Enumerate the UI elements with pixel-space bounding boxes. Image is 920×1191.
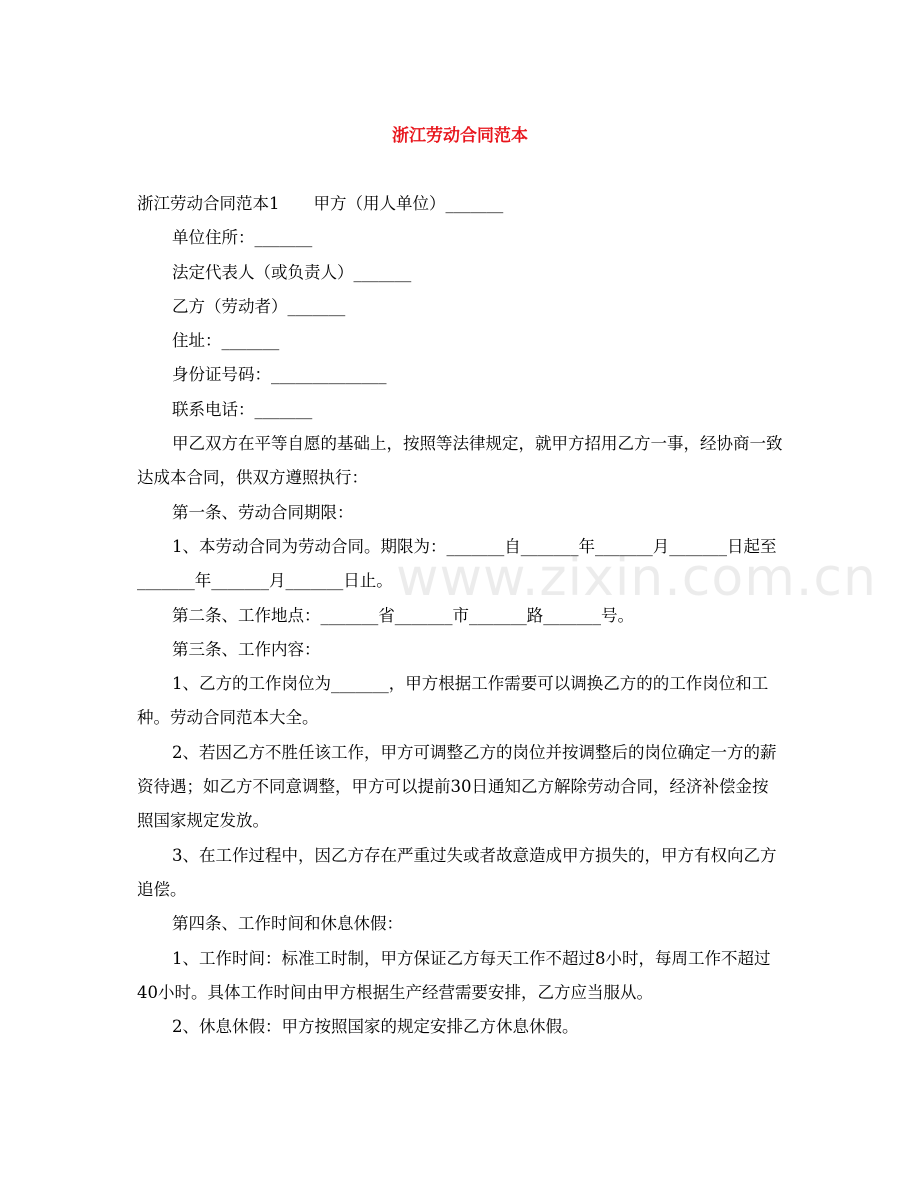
legal-representative-field: 法定代表人（或负责人）_______ — [172, 262, 412, 282]
document-title: 浙江劳动合同范本 — [392, 126, 528, 146]
party-b-field: 乙方（劳动者）_______ — [172, 296, 346, 316]
article-4-clause-1: 1、工作时间：标准工时制，甲方保证乙方每天工作不超过8小时，每周工作不超过40小时。具体工作时间由甲方根据生产经营需要安排，乙方应当服从。 — [137, 948, 771, 1002]
article-3-clause-1: 1、乙方的工作岗位为_______，甲方根据工作需要可以调换乙方的的工作岗位和工种。劳动合同范本大全。 — [137, 674, 769, 728]
contract-label: 浙江劳动合同范本1 — [137, 194, 280, 213]
article-4-clause-2: 2、休息休假：甲方按照国家的规定安排乙方休息休假。 — [172, 1017, 579, 1037]
id-number-field: 身份证号码：______________ — [172, 365, 387, 385]
article-4-heading: 第四条、工作时间和休息休假： — [172, 914, 403, 934]
article-1-heading: 第一条、劳动合同期限： — [172, 502, 354, 522]
preamble-paragraph: 甲乙双方在平等自愿的基础上，按照等法律规定，就甲方招用乙方一事，经协商一致达成本合同，供双方遵照执行： — [137, 434, 783, 488]
party-a-field: 甲方（用人单位）_______ — [313, 194, 504, 213]
article-3-clause-2: 2、若因乙方不胜任该工作，甲方可调整乙方的岗位并按调整后的岗位确定一方的薪资待遇；如乙方不同意调整，甲方可以提前30日通知乙方解除劳动合同，经济补偿金按照国家规定发放。 — [137, 742, 777, 831]
residence-field: 住址：_______ — [172, 331, 280, 351]
watermark: www.zixin.com.cn — [396, 548, 877, 608]
article-1-clause-1: 1、本劳动合同为劳动合同。期限为：_______自_______年_______月_______日起至_______年_______月_______日止。 — [137, 536, 777, 591]
article-3-heading: 第三条、工作内容： — [172, 639, 321, 659]
article-2-heading: 第二条、工作地点：_______省_______市_______路_______号。 — [172, 605, 634, 625]
phone-field: 联系电话：_______ — [172, 399, 313, 419]
article-3-clause-3: 3、在工作过程中，因乙方存在严重过失或者故意造成甲方损失的，甲方有权向乙方追偿。 — [137, 845, 777, 899]
address-field: 单位住所：_______ — [172, 228, 313, 248]
document-body — [137, 187, 783, 1044]
contract-header-line — [137, 187, 783, 221]
